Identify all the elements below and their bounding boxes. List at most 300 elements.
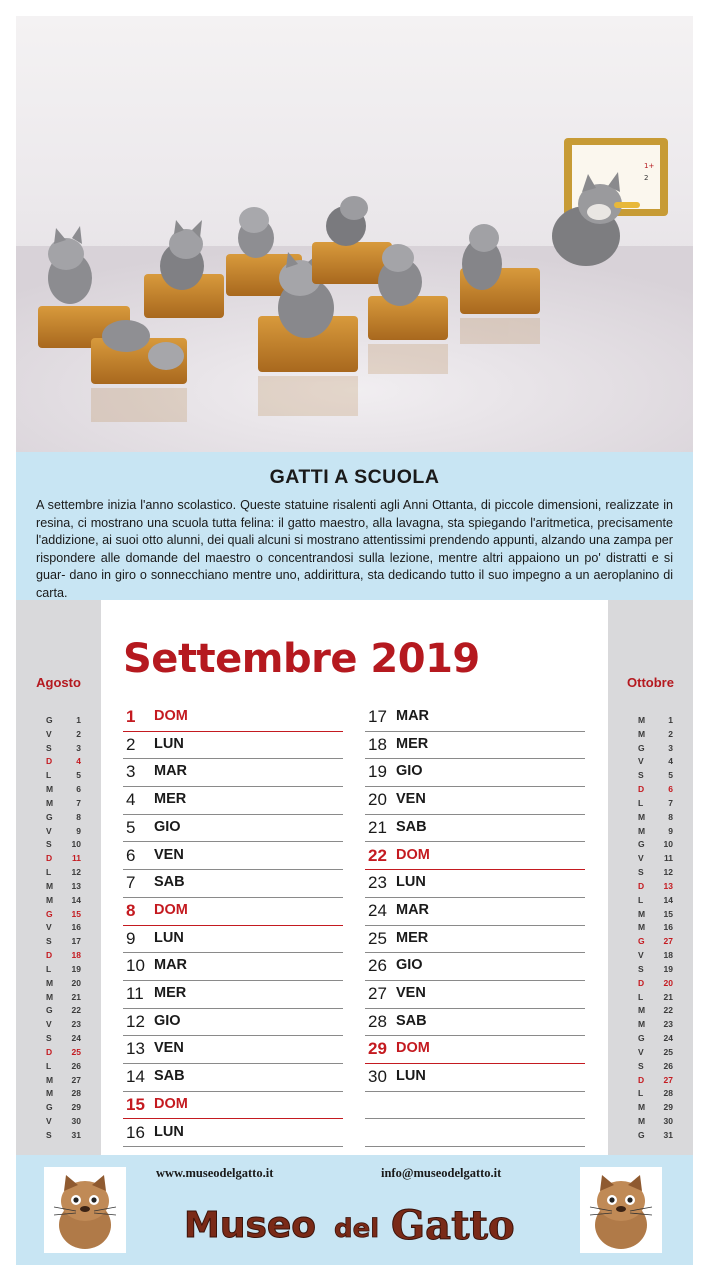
day-number: 28 (368, 1011, 387, 1031)
day-number: 20 (368, 790, 387, 810)
calendar-day-row (123, 1009, 343, 1037)
calendar-empty-row (365, 1092, 585, 1120)
mini-day-number: 17 (71, 936, 81, 947)
day-number: 11 (126, 984, 144, 1003)
mini-day-number: 10 (663, 839, 673, 850)
mini-day-row (16, 922, 101, 936)
calendar-day-row (365, 1036, 585, 1064)
mini-weekday: M (638, 1019, 646, 1030)
mini-day-row (16, 950, 101, 964)
day-number: 16 (126, 1122, 145, 1142)
mini-day-number: 11 (664, 853, 673, 864)
mini-day-number: 9 (668, 825, 673, 836)
day-number: 24 (368, 900, 387, 920)
mini-day-row (608, 839, 693, 853)
mini-day-number: 13 (71, 880, 81, 891)
day-number: 7 (126, 873, 136, 893)
mini-weekday: S (638, 770, 644, 781)
svg-text:1+: 1+ (644, 162, 655, 170)
day-number: 22 (368, 845, 387, 865)
mini-day-number: 6 (76, 784, 81, 795)
mini-day-row (608, 1075, 693, 1089)
mini-day-number: 4 (76, 756, 81, 767)
calendar-title: Settembre 2019 (123, 636, 480, 682)
mini-day-row (608, 826, 693, 840)
mini-day-number: 22 (71, 1005, 81, 1016)
mini-day-row (16, 715, 101, 729)
mini-day-number: 1 (668, 715, 673, 725)
mini-weekday: G (638, 839, 645, 850)
prev-month-panel (16, 600, 101, 1155)
prev-month-name: Agosto (36, 675, 81, 690)
mini-day-number: 30 (71, 1116, 81, 1127)
day-number: 30 (368, 1067, 387, 1087)
svg-text:del: del (334, 1214, 380, 1244)
mini-day-number: 28 (71, 1088, 81, 1099)
mini-day-number: 25 (663, 1046, 673, 1057)
day-number: 19 (368, 762, 387, 782)
mini-day-number: 19 (663, 963, 673, 974)
mini-weekday: S (46, 936, 52, 947)
caption-line: dano in giro o sonnecchiano mentre uno, addirittura, sta dedicando tutto il suo impegno a un aeroplanino di carta. (36, 568, 673, 600)
day-number: 14 (126, 1067, 145, 1087)
day-number: 27 (368, 984, 387, 1003)
mini-weekday: V (46, 922, 52, 933)
mini-day-row (16, 964, 101, 978)
mini-day-row (16, 798, 101, 812)
mini-day-number: 5 (668, 770, 673, 781)
mini-weekday: G (46, 715, 53, 725)
mini-day-row (608, 922, 693, 936)
weekday-label: LUN (396, 1068, 426, 1085)
mini-day-row (16, 853, 101, 867)
svg-text:Gatto: Gatto (391, 1202, 515, 1249)
weekday-label: MAR (154, 763, 188, 780)
mini-day-number: 7 (76, 797, 81, 808)
mini-weekday: G (638, 1129, 645, 1140)
mini-weekday: M (46, 991, 54, 1002)
mini-weekday: G (46, 908, 53, 919)
photo-cats-at-school (16, 16, 693, 452)
mini-day-row (16, 839, 101, 853)
mini-day-row (608, 1047, 693, 1061)
mini-weekday: S (46, 1033, 52, 1044)
mini-weekday: M (638, 728, 646, 739)
mini-weekday: S (638, 1060, 644, 1071)
mini-weekday: G (46, 811, 53, 822)
calendar-day-row (123, 953, 343, 981)
calendar-main (101, 600, 608, 1155)
mini-weekday: M (46, 894, 54, 905)
calendar-day-row (365, 953, 585, 981)
day-number: 1 (126, 707, 136, 726)
mini-day-row (608, 729, 693, 743)
day-number: 18 (368, 734, 387, 754)
weekday-label: SAB (396, 818, 427, 835)
mini-weekday: M (638, 825, 646, 836)
mini-day-row (16, 1061, 101, 1075)
calendar-day-row (365, 981, 585, 1009)
mini-day-number: 31 (663, 1129, 673, 1140)
day-number: 8 (126, 900, 136, 920)
mini-day-number: 14 (663, 894, 673, 905)
mini-day-row (608, 853, 693, 867)
mini-weekday: D (46, 756, 53, 767)
mini-day-row (16, 909, 101, 923)
weekday-label: VEN (154, 846, 184, 863)
day-number: 13 (126, 1039, 145, 1059)
weekday-label: MER (396, 735, 429, 752)
mini-day-number: 2 (76, 728, 81, 739)
mini-day-number: 15 (663, 908, 673, 919)
mini-weekday: M (638, 1102, 646, 1113)
weekday-label: DOM (154, 708, 188, 724)
calendar-day-row (123, 1064, 343, 1092)
calendar-day-row (123, 815, 343, 843)
mini-weekday: M (638, 715, 646, 725)
day-number: 29 (368, 1039, 387, 1059)
mini-weekday: D (46, 1046, 53, 1057)
mini-day-number: 20 (663, 977, 673, 988)
mini-day-number: 15 (71, 908, 81, 919)
weekday-label: DOM (396, 846, 430, 863)
cat-figurines-illustration (16, 16, 693, 452)
mini-day-row (608, 743, 693, 757)
mini-weekday: D (638, 784, 645, 795)
calendar-day-row (123, 704, 343, 732)
mini-weekday: M (46, 1074, 54, 1085)
mini-day-number: 27 (71, 1074, 81, 1085)
mini-weekday: L (46, 1060, 52, 1071)
mini-weekday: M (46, 977, 54, 988)
mini-day-number: 9 (76, 825, 81, 836)
day-number: 4 (126, 790, 136, 810)
day-number: 12 (126, 1011, 145, 1031)
email-link[interactable]: info@museodelgatto.it (381, 1166, 502, 1180)
weekday-label: LUN (154, 929, 184, 946)
mini-day-row (16, 867, 101, 881)
mini-weekday: D (46, 950, 53, 961)
mini-weekday: G (638, 742, 645, 753)
mini-weekday: L (46, 867, 52, 878)
mini-day-row (16, 1005, 101, 1019)
mini-day-number: 30 (663, 1116, 673, 1127)
mini-day-row (16, 1047, 101, 1061)
calendar-day-row (123, 732, 343, 760)
mini-day-number: 31 (71, 1129, 81, 1140)
calendar-day-row (365, 870, 585, 898)
mini-day-number: 10 (71, 839, 81, 850)
day-number: 2 (126, 734, 136, 754)
mini-day-number: 3 (668, 742, 673, 753)
mini-day-number: 21 (663, 991, 673, 1002)
caption-text (36, 497, 673, 603)
mini-day-row (608, 881, 693, 895)
mini-day-row (16, 1088, 101, 1102)
mini-day-row (16, 812, 101, 826)
mini-day-row (16, 992, 101, 1006)
mini-day-row (16, 881, 101, 895)
mini-day-row (16, 756, 101, 770)
mini-day-row (608, 770, 693, 784)
day-number: 10 (126, 956, 145, 976)
mini-day-row (608, 895, 693, 909)
mini-day-row (608, 1088, 693, 1102)
mini-day-number: 23 (71, 1019, 81, 1030)
weekday-label: MER (396, 929, 429, 946)
mini-day-row (608, 1102, 693, 1116)
mini-day-number: 22 (663, 1005, 673, 1016)
mini-weekday: M (638, 811, 646, 822)
mini-day-row (16, 784, 101, 798)
mini-weekday: M (638, 908, 646, 919)
weekday-label: GIO (154, 818, 181, 835)
mini-weekday: M (46, 797, 54, 808)
mini-day-number: 28 (663, 1088, 673, 1099)
weekday-label: MAR (154, 957, 188, 974)
mini-day-number: 7 (668, 797, 673, 808)
mini-day-number: 6 (668, 784, 673, 795)
mini-day-number: 18 (663, 950, 673, 961)
mini-day-number: 19 (71, 963, 81, 974)
day-number: 9 (126, 928, 136, 948)
calendar-day-row (123, 1092, 343, 1120)
mini-weekday: L (638, 894, 644, 905)
mini-weekday: V (46, 1116, 52, 1127)
svg-text:Museo: Museo (184, 1205, 317, 1246)
next-month-panel (608, 600, 693, 1155)
calendar-day-row (365, 843, 585, 871)
mini-weekday: S (46, 839, 52, 850)
weekday-label: LUN (154, 735, 184, 752)
mini-weekday: D (638, 977, 645, 988)
day-number: 26 (368, 956, 387, 976)
mini-weekday: V (638, 950, 644, 961)
mini-day-row (608, 950, 693, 964)
mini-weekday: V (46, 1019, 52, 1030)
mini-day-number: 27 (663, 936, 673, 947)
mini-day-number: 8 (668, 811, 673, 822)
mini-weekday: S (638, 963, 644, 974)
mini-day-row (16, 978, 101, 992)
weekday-label: SAB (154, 1068, 185, 1085)
day-number: 6 (126, 845, 136, 865)
calendar-day-row (123, 926, 343, 954)
mini-day-row (608, 1033, 693, 1047)
weekday-label: VEN (154, 1040, 184, 1057)
calendar-empty-row (365, 1120, 585, 1148)
mini-day-row (608, 992, 693, 1006)
calendar-day-row (365, 1009, 585, 1037)
calendar-day-row (365, 787, 585, 815)
weekday-label: LUN (396, 874, 426, 891)
mini-day-number: 26 (663, 1060, 673, 1071)
day-number: 21 (368, 817, 387, 837)
mini-day-row (608, 1130, 693, 1144)
mini-day-number: 14 (71, 894, 81, 905)
mini-day-number: 12 (71, 867, 81, 878)
caption-band (16, 452, 693, 600)
mini-day-row (16, 729, 101, 743)
weekday-label: LUN (154, 1123, 184, 1140)
mini-weekday: G (638, 936, 645, 947)
caption-line: l'addizione, ai suoi otto alunni, dei quali alcuni si mostrano attentissimi prendendo appunti, alzando una zampa per (36, 533, 673, 548)
mini-day-number: 24 (71, 1033, 81, 1044)
day-number: 23 (368, 873, 387, 893)
mini-weekday: D (638, 880, 645, 891)
mini-day-number: 18 (71, 950, 81, 961)
mini-day-row (16, 826, 101, 840)
mini-day-row (16, 1102, 101, 1116)
calendar-day-row (123, 981, 343, 1009)
weekday-label: SAB (154, 874, 185, 891)
mini-day-row (608, 715, 693, 729)
mini-weekday: G (46, 1102, 53, 1113)
mini-day-number: 3 (76, 742, 81, 753)
weekday-label: MAR (396, 708, 430, 724)
next-month-name: Ottobre (627, 675, 674, 690)
mini-day-number: 12 (663, 867, 673, 878)
mini-day-row (608, 812, 693, 826)
mini-day-row (608, 1061, 693, 1075)
mini-day-row (608, 756, 693, 770)
weekday-label: MAR (396, 901, 430, 918)
weekday-label: VEN (396, 791, 426, 808)
mini-day-row (608, 978, 693, 992)
weekday-label: MER (154, 791, 187, 808)
mini-weekday: M (46, 1088, 54, 1099)
svg-text:2: 2 (644, 174, 649, 182)
mini-day-row (608, 964, 693, 978)
calendar-day-row (123, 843, 343, 871)
mini-weekday: G (638, 1033, 645, 1044)
mini-day-row (16, 936, 101, 950)
weekday-label: MER (154, 985, 187, 1001)
weekday-label: GIO (396, 957, 423, 974)
day-number: 25 (368, 928, 387, 948)
mini-weekday: M (638, 1005, 646, 1016)
weekday-label: VEN (396, 985, 426, 1001)
mini-day-number: 13 (663, 880, 673, 891)
crochet-cat-icon (580, 1167, 662, 1253)
mini-day-row (608, 798, 693, 812)
mini-weekday: L (46, 770, 52, 781)
weekday-label: GIO (396, 763, 423, 780)
mini-weekday: G (46, 1005, 53, 1016)
day-number: 5 (126, 817, 136, 837)
mini-weekday: V (638, 1046, 644, 1057)
calendar-day-row (365, 732, 585, 760)
calendar-day-row (365, 926, 585, 954)
calendar-day-row (123, 1036, 343, 1064)
calendar-day-row (123, 898, 343, 926)
mini-day-row (608, 867, 693, 881)
calendar-day-row (123, 1120, 343, 1148)
mini-day-number: 27 (663, 1074, 673, 1085)
weekday-label: DOM (154, 1095, 188, 1112)
mini-day-number: 2 (668, 728, 673, 739)
mini-day-row (16, 1019, 101, 1033)
calendar-day-row (123, 787, 343, 815)
mini-day-row (608, 936, 693, 950)
mini-weekday: V (46, 825, 52, 836)
mini-weekday: V (638, 853, 644, 864)
caption-line: A settembre inizia l'anno scolastico. Queste statuine risalenti agli Anni Ottanta, di piccole dimensioni, realizzate in (36, 498, 673, 512)
calendar-day-row (365, 898, 585, 926)
mini-day-number: 29 (663, 1102, 673, 1113)
mini-day-row (16, 1130, 101, 1144)
calendar-day-row (365, 704, 585, 732)
weekday-label: GIO (154, 1012, 181, 1029)
website-link[interactable]: www.museodelgatto.it (156, 1166, 274, 1180)
mini-day-number: 23 (663, 1019, 673, 1030)
mini-day-row (16, 743, 101, 757)
weekday-label: SAB (396, 1012, 427, 1029)
mini-weekday: M (46, 880, 54, 891)
mini-day-row (16, 895, 101, 909)
mini-weekday: D (46, 853, 53, 864)
mini-weekday: V (46, 728, 52, 739)
mini-day-row (16, 1075, 101, 1089)
mini-weekday: S (46, 742, 52, 753)
mini-weekday: S (638, 867, 644, 878)
weekday-label: DOM (154, 901, 188, 918)
mini-day-row (608, 1116, 693, 1130)
mini-day-number: 11 (72, 853, 81, 864)
mini-weekday: L (638, 1088, 644, 1099)
caption-line: rispondere alle domande del maestro o concentrandosi sulla lezione, mentre altri appaiono un po' distratti e si guar- (36, 550, 673, 583)
day-number: 3 (126, 762, 136, 782)
mini-day-number: 5 (76, 770, 81, 781)
weekday-label: DOM (396, 1040, 430, 1057)
mini-weekday: S (46, 1129, 52, 1140)
mini-day-number: 21 (71, 991, 81, 1002)
day-number: 15 (126, 1094, 145, 1114)
mini-day-number: 16 (663, 922, 673, 933)
mini-weekday: M (638, 922, 646, 933)
mini-day-row (16, 1116, 101, 1130)
mini-day-number: 8 (76, 811, 81, 822)
caption-line: resina, ci mostrano una scuola tutta felina: il gatto maestro, alla lavagna, sta spiegando l'aritmetica, precisamente (36, 515, 673, 530)
mini-day-number: 26 (71, 1060, 81, 1071)
footer-band (16, 1155, 693, 1265)
mini-day-row (608, 1005, 693, 1019)
calendar-day-row (123, 870, 343, 898)
mini-day-number: 24 (663, 1033, 673, 1044)
caption-title: GATTI A SCUOLA (269, 466, 440, 488)
mini-weekday: M (46, 784, 54, 795)
mini-weekday: L (638, 797, 644, 808)
mini-day-number: 20 (71, 977, 81, 988)
mini-day-number: 1 (76, 715, 81, 725)
mini-day-row (16, 1033, 101, 1047)
mini-day-number: 4 (668, 756, 673, 767)
mini-weekday: V (638, 756, 644, 767)
mini-day-row (608, 1019, 693, 1033)
mini-weekday: L (46, 963, 52, 974)
mini-day-row (16, 770, 101, 784)
mini-day-row (608, 909, 693, 923)
mini-weekday: D (638, 1074, 645, 1085)
mini-weekday: M (638, 1116, 646, 1127)
calendar-day-row (365, 815, 585, 843)
mini-day-number: 25 (71, 1046, 81, 1057)
calendar-day-row (365, 759, 585, 787)
calendar-day-row (365, 1064, 585, 1092)
day-number: 17 (368, 707, 387, 726)
calendar-day-row (123, 759, 343, 787)
mini-day-number: 29 (71, 1102, 81, 1113)
